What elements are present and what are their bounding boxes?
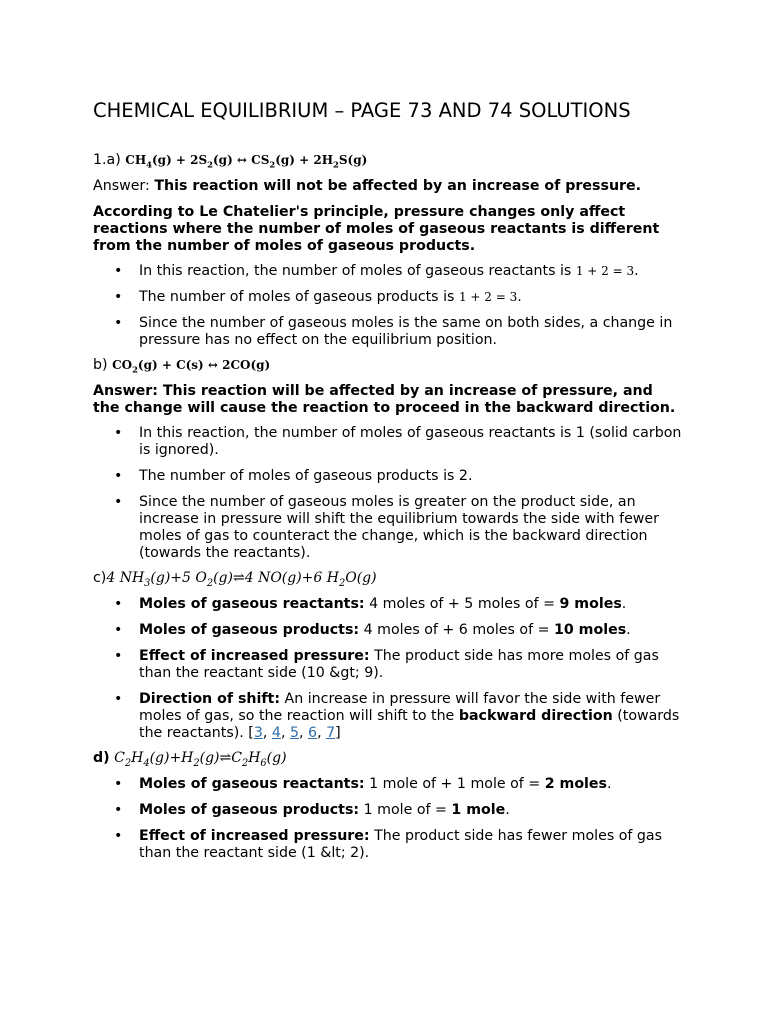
question-c bbox=[93, 570, 683, 587]
citation-link-3[interactable]: 3 bbox=[253, 725, 263, 741]
list-item: • Moles of gaseous reactants: 4 moles of + 5 moles of = 9 moles. bbox=[93, 596, 683, 613]
question-label: b) bbox=[93, 357, 108, 373]
citation-link-6[interactable]: 6 bbox=[308, 725, 318, 741]
answer-label: Answer: bbox=[93, 178, 150, 194]
question-1a bbox=[93, 152, 683, 169]
list-item: • Since the number of gaseous moles is greater on the product side, an increase in pressure will shift the equilibrium towards the side with fewer moles of gas to counteract the change, which is the backward direction (towards the reactants). bbox=[93, 494, 683, 562]
list-item: • Effect of increased pressure: The product side has more moles of gas than the reactant side (10 &gt; 9). bbox=[93, 648, 683, 682]
list-item: • Moles of gaseous products: 4 moles of + 6 moles of = 10 moles. bbox=[93, 622, 683, 639]
list-item: • In this reaction, the number of moles of gaseous reactants is 1 (solid carbon is ignored). bbox=[93, 425, 683, 459]
list-item: • In this reaction, the number of moles of gaseous reactants is 1 + 2 = 3. bbox=[93, 263, 683, 280]
bullet-list-c bbox=[93, 596, 683, 742]
answer-text: This reaction will not be affected by an increase of pressure. bbox=[154, 178, 642, 194]
answer-b: Answer: This reaction will be affected by an increase of pressure, and the change will cause the reaction to proceed in the backward direction. bbox=[93, 383, 676, 416]
bullet-list-b bbox=[93, 425, 683, 562]
list-item: • Moles of gaseous products: 1 mole of = 1 mole. bbox=[93, 802, 683, 819]
list-item: • Direction of shift: An increase in pressure will favor the side with fewer moles of gas, so the reaction will shift to the backward direction (towards the reactants). [3, 4, 5, 6, 7] bbox=[93, 691, 683, 742]
citation-link-4[interactable]: 4 bbox=[271, 725, 281, 741]
citation-link-7[interactable]: 7 bbox=[326, 725, 336, 741]
bullet-list-1a bbox=[93, 263, 683, 349]
list-item: • Moles of gaseous reactants: 1 mole of + 1 mole of = 2 moles. bbox=[93, 776, 683, 793]
question-label: d) bbox=[93, 750, 110, 766]
question-label: 1.a) bbox=[93, 152, 121, 168]
chemical-equation: $C_2H_4(g)+H_2(g)\rightleftharpoons C_2H_6(g)$ bbox=[114, 750, 287, 769]
answer-1a bbox=[93, 178, 683, 195]
document-body bbox=[93, 152, 683, 870]
citation-link-5[interactable]: 5 bbox=[289, 725, 299, 741]
question-label: c) bbox=[93, 570, 107, 586]
principle-statement: According to Le Chatelier's principle, pressure changes only affect reactions where the number of moles of gaseous reactants is different from the number of moles of gaseous products. bbox=[93, 204, 660, 254]
list-item: • The number of moles of gaseous products is 1 + 2 = 3. bbox=[93, 289, 683, 306]
chemical-equation: $CO_2(g) + C(s)$ ↔ 2CO(g) bbox=[112, 358, 271, 375]
question-d bbox=[93, 750, 683, 767]
page-title: CHEMICAL EQUILIBRIUM – PAGE 73 AND 74 SOLUTIONS bbox=[93, 99, 631, 123]
chemical-equation: 4 $NH_3(g)+5$ $O_2(g)\rightleftharpoons 4$ NO(g)+6 $H_2O(g)$ bbox=[106, 570, 377, 589]
list-item: • Effect of increased pressure: The product side has fewer moles of gas than the reactant side (1 &lt; 2). bbox=[93, 828, 683, 862]
question-b bbox=[93, 357, 683, 374]
chemical-equation: $CH_4(g) + 2S_2(g)$ ↔ $CS_2(g) + 2H_2S(g)$ bbox=[125, 153, 368, 170]
list-item: • The number of moles of gaseous products is 2. bbox=[93, 468, 683, 485]
bullet-list-d bbox=[93, 776, 683, 862]
list-item: • Since the number of gaseous moles is the same on both sides, a change in pressure has no effect on the equilibrium position. bbox=[93, 315, 683, 349]
